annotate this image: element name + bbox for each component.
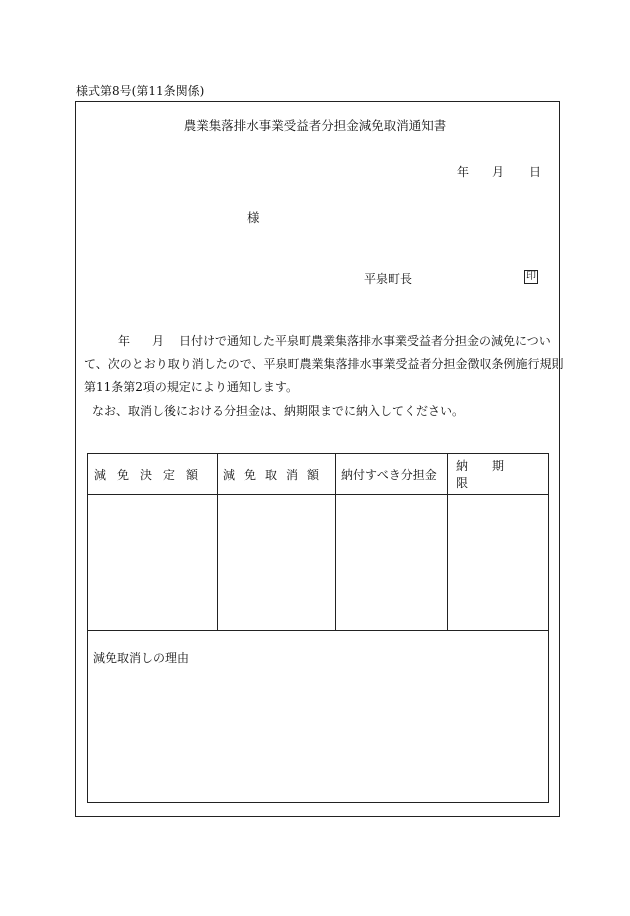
body-year-label: 年 xyxy=(118,334,131,348)
addressee-suffix: 様 xyxy=(247,210,260,225)
document-title: 農業集落排水事業受益者分担金減免取消通知書 xyxy=(183,118,447,133)
header-payable-amount xyxy=(341,454,445,494)
header-text: 減免決定額 xyxy=(94,467,210,482)
date-day-label: 日 xyxy=(529,165,542,179)
header-divider xyxy=(88,494,548,495)
header-due-date xyxy=(456,454,546,494)
header-text: 減免取消額 xyxy=(223,467,329,482)
body-line-4-text: なお、取消し後における分担金は、納期限までに納入してください。 xyxy=(92,404,465,418)
header-text: 納付すべき分担金 xyxy=(341,467,437,482)
body-line-3: 第11条第2項の規定により通知します。 xyxy=(84,380,298,394)
cancellation-table xyxy=(87,453,549,803)
body-line-1-text: 日付けで通知した平泉町農業集落排水事業受益者分担金の減免につい xyxy=(179,334,551,348)
header-reduction-cancelled xyxy=(223,454,331,494)
header-reduction-decided xyxy=(94,454,212,494)
date-month-label: 月 xyxy=(492,165,505,179)
seal-char: 印 xyxy=(526,271,536,282)
col-divider-1 xyxy=(217,454,218,630)
body-line-2: て、次のとおり取り消したので、平泉町農業集落排水事業受益者分担金徴収条例施行規則 xyxy=(84,357,564,371)
body-month-label: 月 xyxy=(152,334,165,348)
date-year-label: 年 xyxy=(457,165,470,179)
reason-label: 減免取消しの理由 xyxy=(93,651,190,665)
col-divider-3 xyxy=(447,454,448,630)
seal-mark xyxy=(524,270,538,284)
form-number-label: 様式第8号(第11条関係) xyxy=(76,84,205,98)
sender-name: 平泉町長 xyxy=(364,272,413,286)
reason-divider xyxy=(88,630,548,631)
header-text: 納期限 xyxy=(456,459,529,490)
col-divider-2 xyxy=(335,454,336,630)
